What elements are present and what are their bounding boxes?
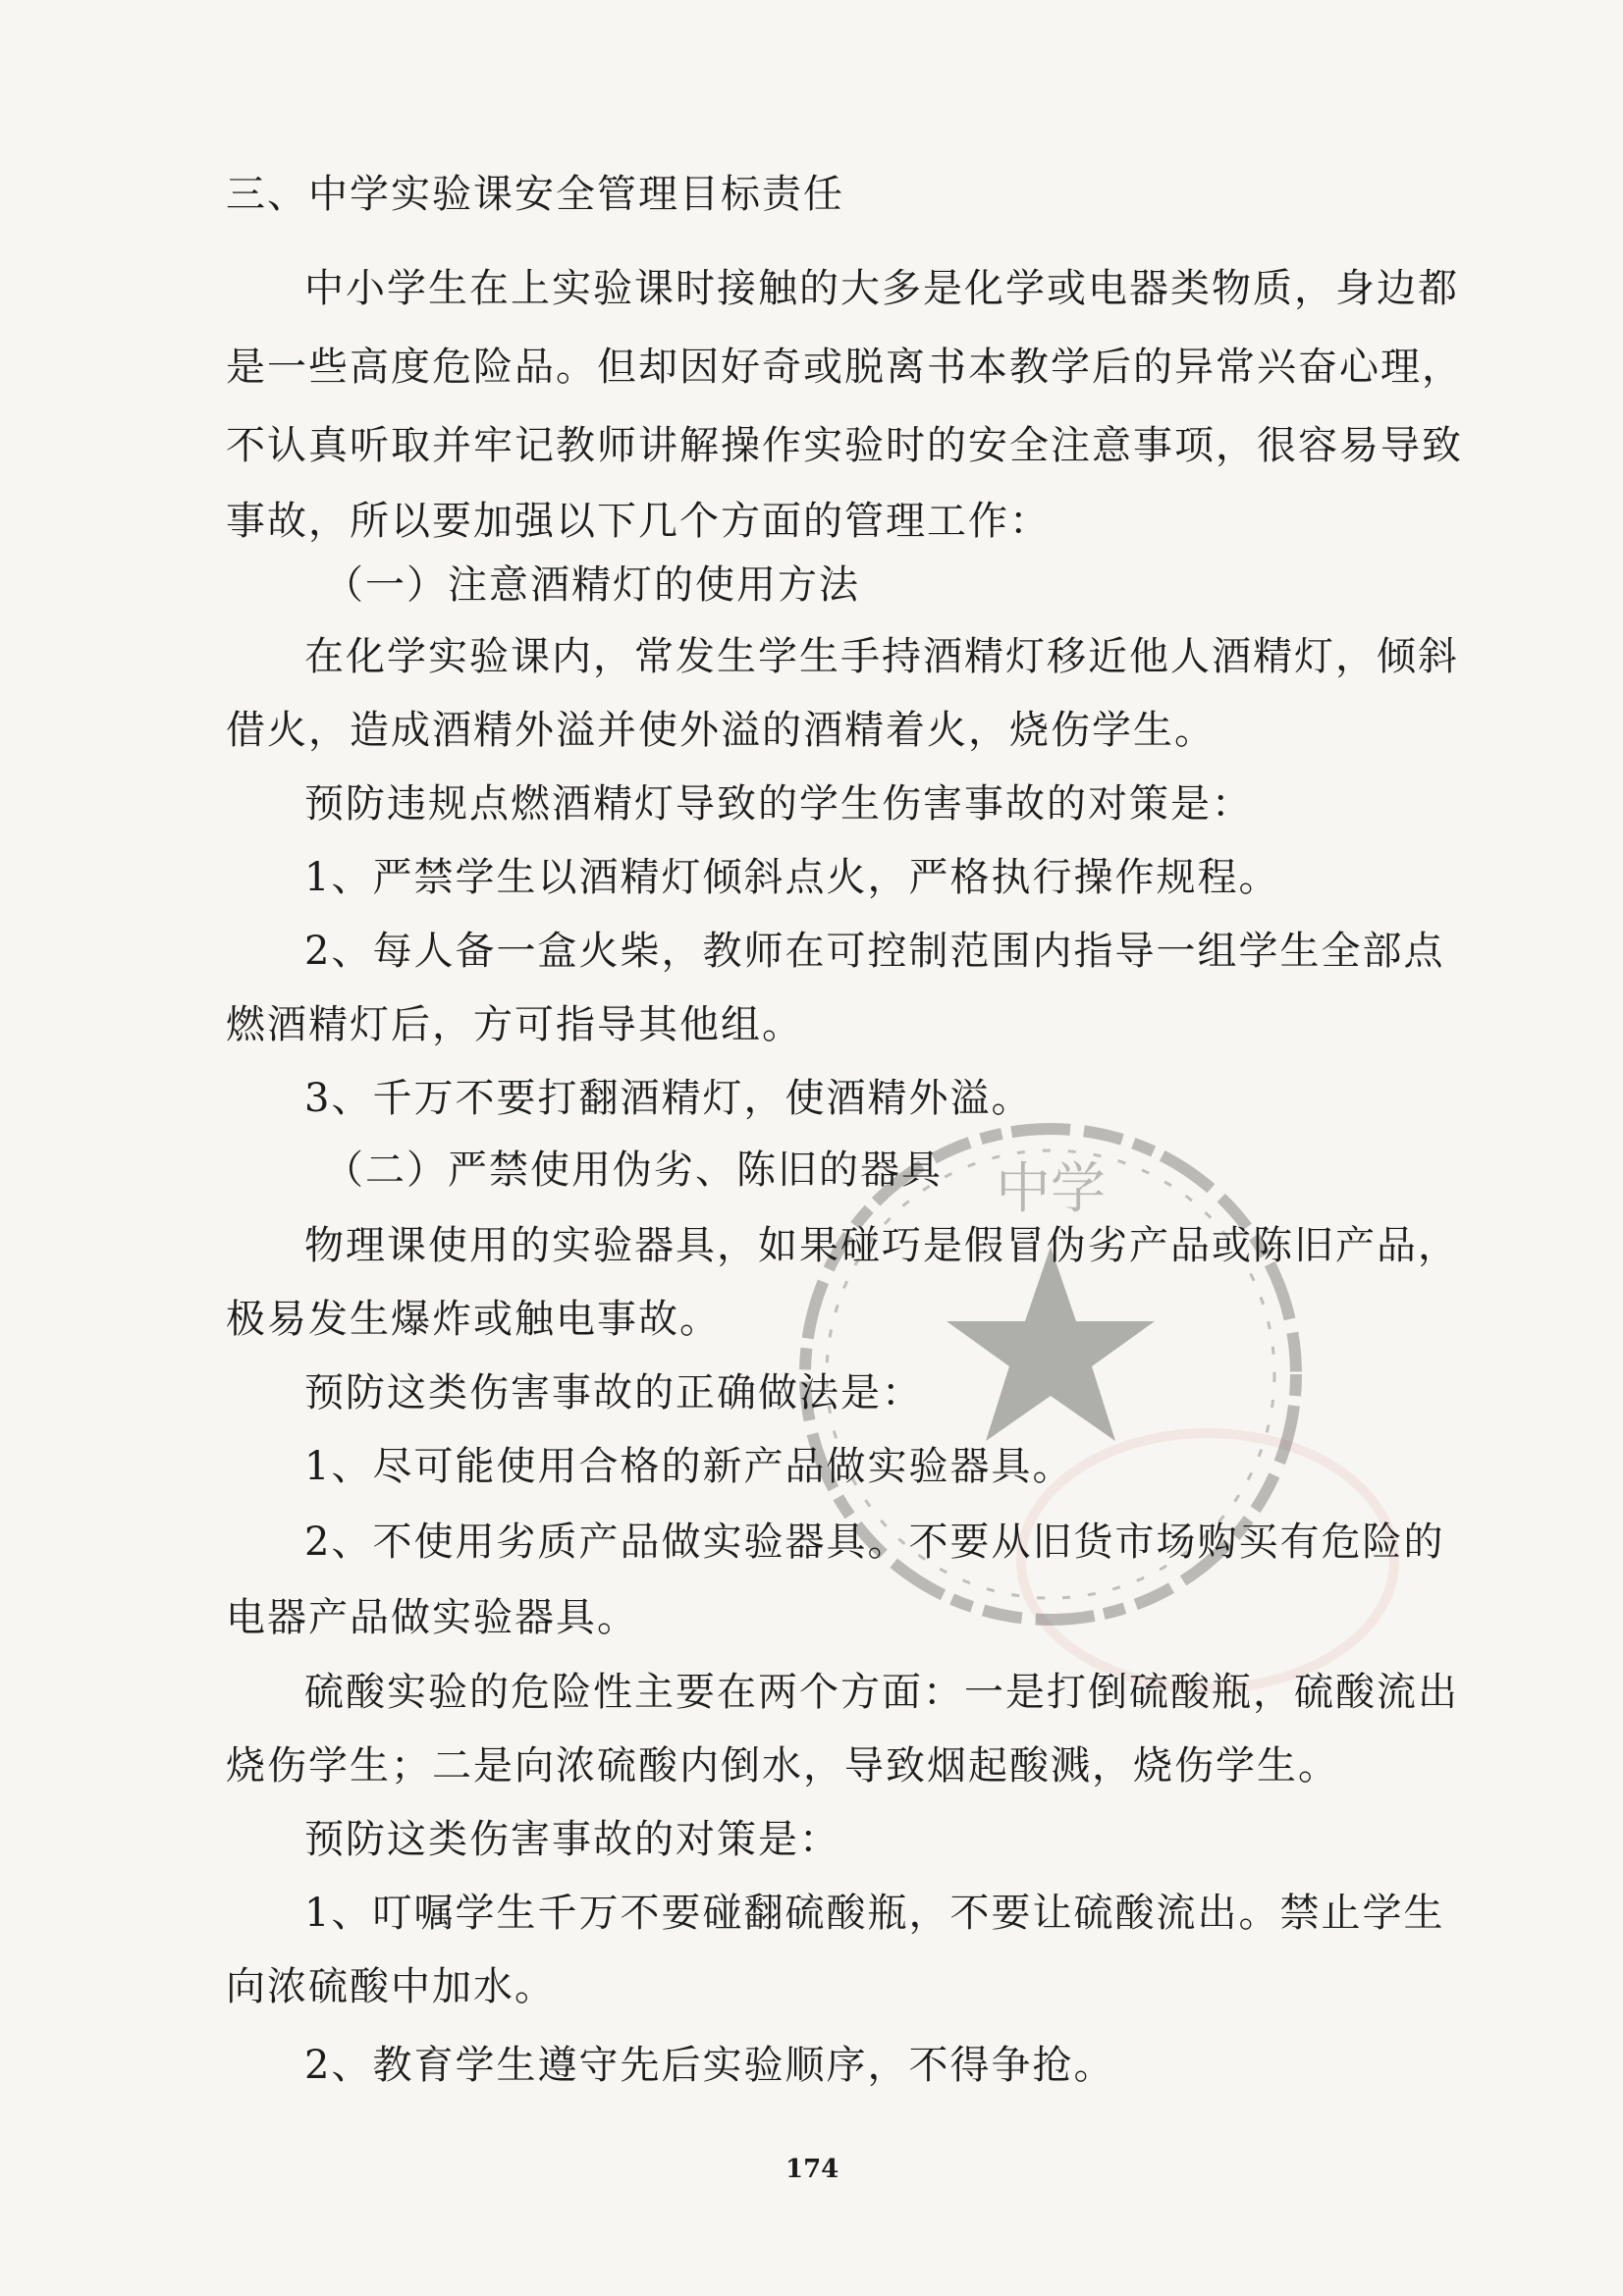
- paragraph-line: 向浓硫酸中加水。: [226, 1964, 556, 2009]
- paragraph-line: 2、教育学生遵守先后实验顺序，不得争抢。: [304, 2043, 1115, 2088]
- section-heading: 三、中学实验课安全管理目标责任: [226, 172, 844, 217]
- paragraph-line: 电器产品做实验器具。: [226, 1595, 638, 1640]
- subsection-title: （一）注意酒精灯的使用方法: [324, 562, 860, 608]
- paragraph-line: 3、千万不要打翻酒精灯，使酒精外溢。: [304, 1076, 1033, 1121]
- paragraph-line: 借火，造成酒精外溢并使外溢的酒精着火，烧伤学生。: [226, 708, 1216, 753]
- paragraph-line: 极易发生爆炸或触电事故。: [226, 1297, 721, 1342]
- paragraph-line: 1、严禁学生以酒精灯倾斜点火，严格执行操作规程。: [304, 855, 1280, 900]
- page-number: 174: [785, 2155, 839, 2184]
- paragraph-line: 中小学生在上实验课时接触的大多是化学或电器类物质，身边都: [304, 266, 1459, 311]
- paragraph-line: 1、叮嘱学生千万不要碰翻硫酸瓶，不要让硫酸流出。禁止学生: [304, 1891, 1445, 1936]
- paragraph-line: 1、尽可能使用合格的新产品做实验器具。: [304, 1444, 1074, 1489]
- seal-star-icon: [947, 1247, 1155, 1441]
- paragraph-line: 硫酸实验的危险性主要在两个方面：一是打倒硫酸瓶，硫酸流出: [304, 1670, 1459, 1715]
- paragraph-line: 是一些高度危险品。但却因好奇或脱离书本教学后的异常兴奋心理，: [226, 345, 1463, 390]
- subsection-title: （二）严禁使用伪劣、陈旧的器具: [324, 1148, 943, 1193]
- paragraph-line: 物理课使用的实验器具，如果碰巧是假冒伪劣产品或陈旧产品，: [304, 1223, 1459, 1268]
- paragraph-line: 事故，所以要加强以下几个方面的管理工作：: [226, 499, 1051, 544]
- paragraph-line: 预防这类伤害事故的正确做法是：: [304, 1370, 923, 1415]
- paragraph-line: 不认真听取并牢记教师讲解操作实验时的安全注意事项，很容易导致: [226, 423, 1463, 468]
- paragraph-line: 2、不使用劣质产品做实验器具。不要从旧货市场购买有危险的: [304, 1520, 1445, 1565]
- paragraph-line: 燃酒精灯后，方可指导其他组。: [226, 1002, 803, 1047]
- paragraph-line: 在化学实验课内，常发生学生手持酒精灯移近他人酒精灯，倾斜: [304, 634, 1459, 679]
- paragraph-line: 烧伤学生；二是向浓硫酸内倒水，导致烟起酸溅，烧伤学生。: [226, 1743, 1339, 1789]
- paragraph-line: 2、每人备一盒火柴，教师在可控制范围内指导一组学生全部点: [304, 929, 1445, 974]
- paragraph-line: 预防这类伤害事故的对策是：: [304, 1817, 840, 1862]
- seal-text: 中学: [996, 1157, 1106, 1221]
- paragraph-line: 预防违规点燃酒精灯导致的学生伤害事故的对策是：: [304, 781, 1253, 827]
